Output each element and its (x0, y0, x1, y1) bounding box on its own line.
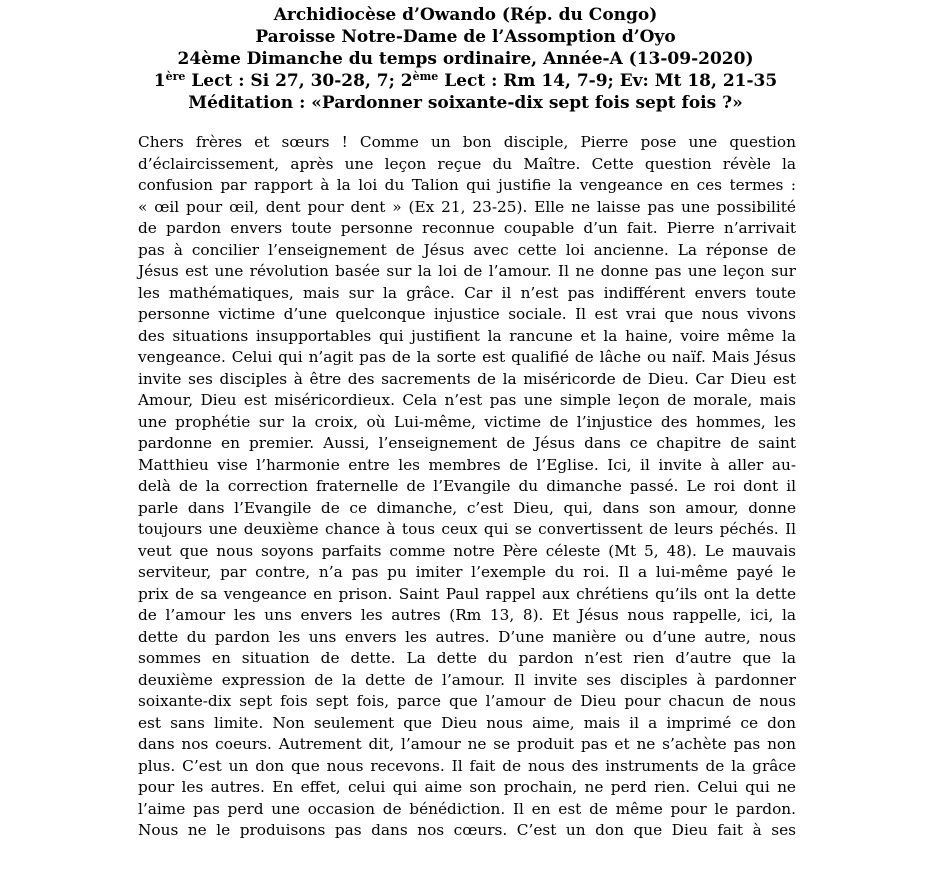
parish-title: Paroisse Notre-Dame de l’Assomption d’Oyo (255, 27, 676, 47)
meditation-body (138, 132, 796, 842)
body-line: pardonne en premier. Aussi, l’enseignement de Jésus dans ce chapitre de saint (138, 434, 796, 452)
body-line: plus. C’est un don que nous recevons. Il fait de nous des instruments de la grâce (138, 756, 796, 775)
body-line: Nous ne le produisons pas dans nos cœurs. C’est un don que Dieu fait à ses (138, 821, 796, 839)
body-line: dette du pardon les uns envers les autres. D’une manière ou d’une autre, nous (138, 627, 796, 646)
body-line: Matthieu vise l’harmonie entre les membres de l’Eglise. Ici, il invite à aller au- (138, 455, 796, 474)
readings-superscript-1: ère (165, 70, 186, 83)
body-line: des situations insupportables qui justifient la rancune et la haine, voire même la (138, 326, 796, 345)
body-line: serviteur, par contre, n’a pas pu imiter l’exemple du roi. Il a lui-même payé le (138, 563, 796, 581)
body-line: pour les autres. En effet, celui qui aime son prochain, ne perd rien. Celui qui ne (138, 778, 796, 796)
body-line: d’éclaircissement, après une leçon reçue du Maître. Cette question révèle la (138, 154, 796, 173)
body-line: veut que nous soyons parfaits comme notre Père céleste (Mt 5, 48). Le mauvais (138, 541, 796, 560)
body-line: « œil pour œil, dent pour dent » (Ex 21, 23-25). Elle ne laisse pas une possibilité (138, 197, 796, 216)
body-line: est sans limite. Non seulement que Dieu nous aime, mais il a imprimé ce don (138, 713, 796, 732)
body-line: les mathématiques, mais sur la grâce. Car il n’est pas indifférent envers toute (138, 283, 796, 302)
body-line: Jésus est une révolution basée sur la loi de l’amour. Il ne donne pas une leçon sur (138, 262, 796, 280)
body-line: de l’amour les uns envers les autres (Rm 13, 8). Et Jésus nous rappelle, ici, la (138, 606, 796, 624)
readings-part-3: Lect : Rm 14, 7-9; Ev: Mt 18, 21-35 (438, 71, 778, 91)
body-line: sommes en situation de dette. La dette du pardon n’est rien d’autre que la (138, 649, 796, 667)
body-line: pas à concilier l’enseignement de Jésus avec cette loi ancienne. La réponse de (138, 240, 796, 259)
readings-superscript-2: ème (412, 70, 439, 83)
sunday-title: 24ème Dimanche du temps ordinaire, Année-A (13-09-2020) (177, 49, 754, 69)
document-header (0, 4, 931, 114)
body-line: personne victime d’une quelconque injustice sociale. Il est vrai que nous vivons (138, 305, 796, 323)
body-line: vengeance. Celui qui n’agit pas de la sorte est qualifié de lâche ou naïf. Mais Jésus (138, 348, 796, 366)
readings-part-1: 1 (153, 71, 166, 91)
body-line: l’aime pas perd une occasion de bénédiction. Il en est de même pour le pardon. (138, 799, 796, 818)
meditation-title: Méditation : «Pardonner soixante-dix sept fois sept fois ?» (188, 93, 743, 113)
body-line: dans nos coeurs. Autrement dit, l’amour ne se produit pas et ne s’achète pas non (138, 735, 796, 753)
body-line: une prophétie sur la croix, où Lui-même, victime de l’injustice des hommes, les (138, 412, 796, 431)
body-line: invite ses disciples à être des sacrements de la miséricorde de Dieu. Car Dieu est (138, 369, 796, 388)
body-line: delà de la correction fraternelle de l’Evangile du dimanche passé. Le roi dont il (138, 477, 796, 495)
archdiocese-title: Archidiocèse d’Owando (Rép. du Congo) (273, 5, 658, 25)
body-line: deuxième expression de la dette de l’amour. Il invite ses disciples à pardonner (138, 670, 796, 689)
readings-line (0, 70, 931, 92)
body-line: parle dans l’Evangile de ce dimanche, c’est Dieu, qui, dans son amour, donne (138, 498, 796, 517)
body-line: prix de sa vengeance en prison. Saint Paul rappel aux chrétiens qu’ils ont la dette (138, 584, 796, 603)
body-line: soixante-dix sept fois sept fois, parce que l’amour de Dieu pour chacun de nous (138, 692, 796, 710)
body-line: Chers frères et sœurs ! Comme un bon disciple, Pierre pose une question (138, 133, 796, 151)
body-line: de pardon envers toute personne reconnue coupable d’un fait. Pierre n’arrivait (138, 219, 796, 237)
readings-part-2: Lect : Si 27, 30-28, 7; 2 (185, 71, 413, 91)
body-line: confusion par rapport à la loi du Talion qui justifie la vengeance en ces termes : (138, 176, 796, 194)
body-line: Amour, Dieu est miséricordieux. Cela n’est pas une simple leçon de morale, mais (138, 391, 796, 409)
body-line: toujours une deuxième chance à tous ceux qui se convertissent de leurs péchés. Il (138, 520, 796, 538)
